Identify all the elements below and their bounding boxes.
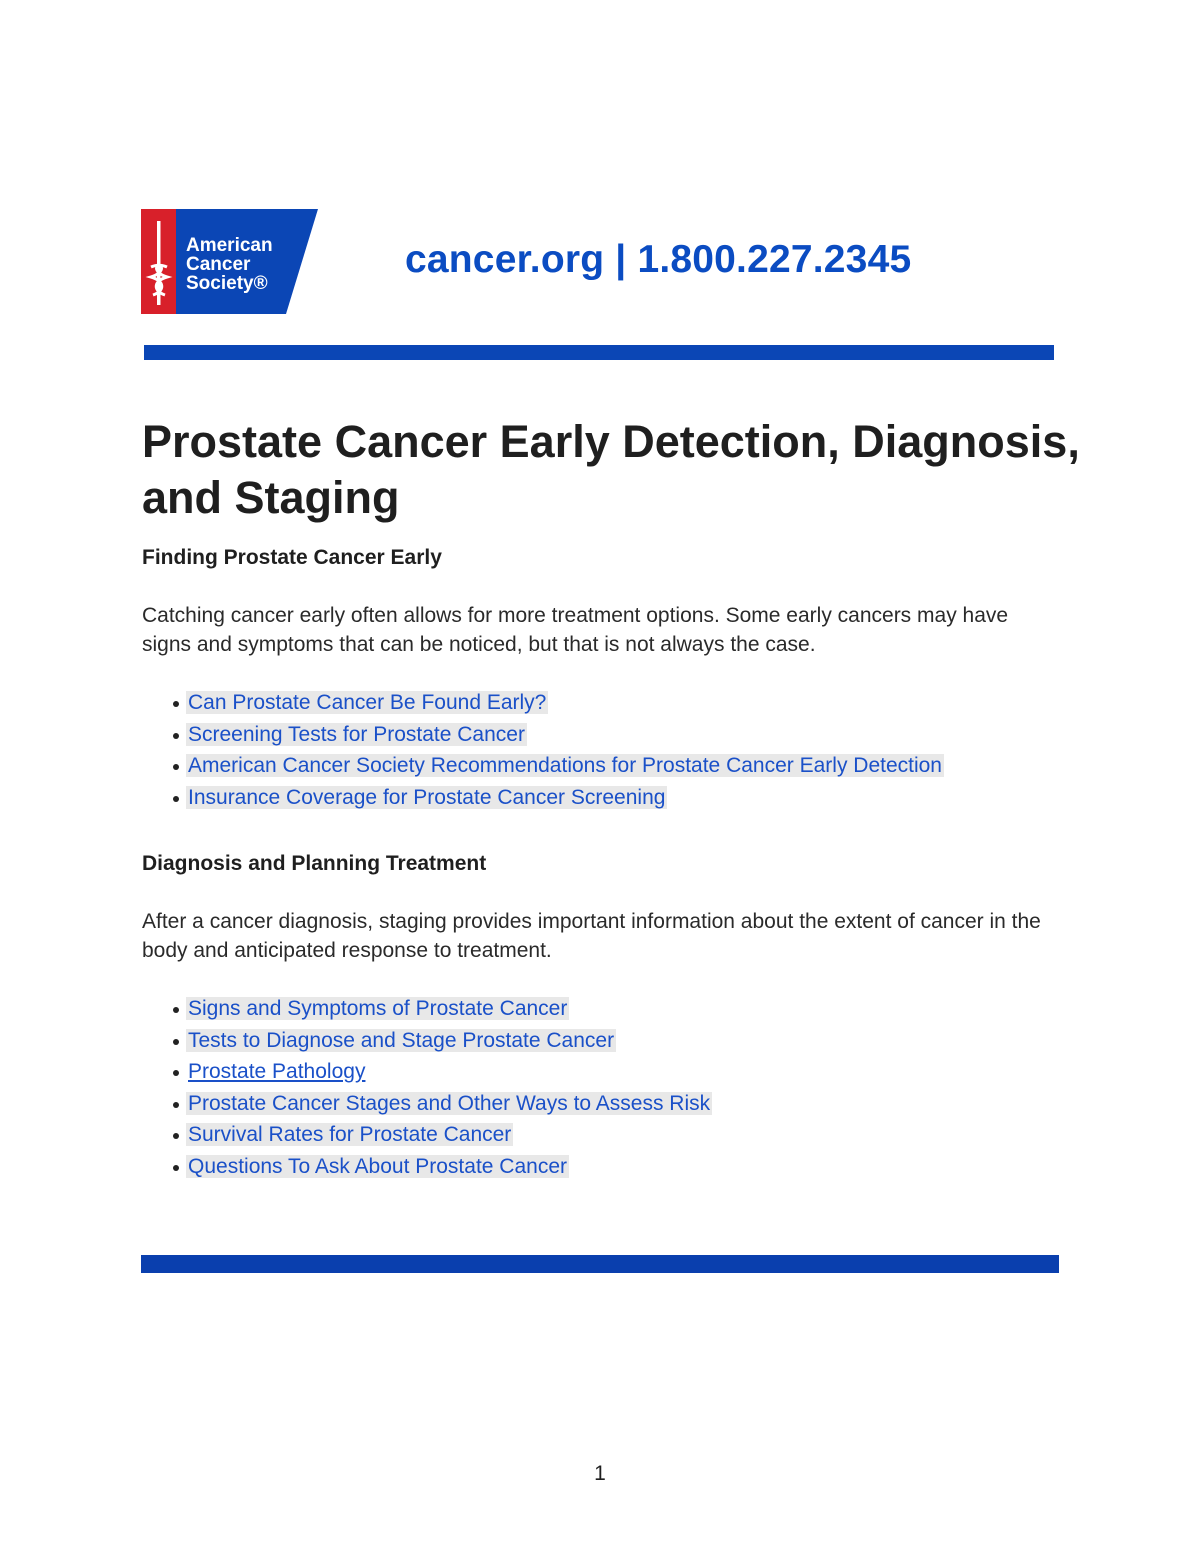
logo-word-american: American xyxy=(186,235,273,256)
link-acs-recommendations[interactable]: American Cancer Society Recommendations for Prostate Cancer Early Detection xyxy=(188,754,942,777)
bullet-icon xyxy=(173,1007,179,1013)
bullet-icon xyxy=(173,701,179,707)
link-prostate-pathology[interactable]: Prostate Pathology xyxy=(188,1060,366,1083)
bullet-icon xyxy=(173,1102,179,1108)
link-list-finding xyxy=(170,687,944,813)
list-item xyxy=(170,1119,712,1151)
bullet-icon xyxy=(173,796,179,802)
section-heading-diagnosis: Diagnosis and Planning Treatment xyxy=(142,852,487,875)
contact-line: cancer.org | 1.800.227.2345 xyxy=(405,238,912,281)
logo-word-cancer: Cancer xyxy=(186,254,251,275)
bottom-divider xyxy=(141,1255,1059,1273)
section-paragraph-finding: Catching cancer early often allows for more treatment options. Some early cancers may have signs and symptoms that can be noticed, but that is not always the case. xyxy=(142,604,1009,656)
list-item xyxy=(170,687,944,719)
bullet-icon xyxy=(173,733,179,739)
list-item xyxy=(170,1025,712,1057)
logo-word-society: Society® xyxy=(186,273,268,294)
list-item xyxy=(170,1088,712,1120)
link-screening-tests[interactable]: Screening Tests for Prostate Cancer xyxy=(188,722,525,746)
page-number: 1 xyxy=(594,1462,606,1485)
bullet-icon xyxy=(173,1039,179,1045)
link-signs-symptoms[interactable]: Signs and Symptoms of Prostate Cancer xyxy=(188,997,568,1020)
list-item xyxy=(170,719,944,751)
link-questions[interactable]: Questions To Ask About Prostate Cancer xyxy=(188,1154,567,1178)
list-item xyxy=(170,1056,712,1088)
link-insurance-coverage[interactable]: Insurance Coverage for Prostate Cancer Screening xyxy=(188,785,666,809)
american-cancer-society-logo xyxy=(141,209,318,314)
list-item xyxy=(170,750,944,782)
bullet-icon xyxy=(173,1165,179,1171)
link-tests-diagnose[interactable]: Tests to Diagnose and Stage Prostate Cancer xyxy=(188,1028,615,1052)
link-stages-risk[interactable]: Prostate Cancer Stages and Other Ways to Assess Risk xyxy=(188,1091,711,1115)
document-title: Prostate Cancer Early Detection, Diagnosis, and Staging xyxy=(142,416,1080,523)
list-item xyxy=(170,993,712,1025)
bullet-icon xyxy=(173,1133,179,1139)
list-item xyxy=(170,782,944,814)
section-heading-finding: Finding Prostate Cancer Early xyxy=(142,546,442,569)
bullet-icon xyxy=(173,1070,179,1076)
link-found-early[interactable]: Can Prostate Cancer Be Found Early? xyxy=(188,691,547,714)
link-survival-rates[interactable]: Survival Rates for Prostate Cancer xyxy=(188,1123,512,1146)
section-paragraph-diagnosis: After a cancer diagnosis, staging provides important information about the extent of cancer in the body and anticipated response to treatment. xyxy=(142,910,1041,962)
link-list-diagnosis xyxy=(170,993,712,1182)
top-divider xyxy=(144,345,1054,360)
bullet-icon xyxy=(173,764,179,770)
list-item xyxy=(170,1151,712,1183)
